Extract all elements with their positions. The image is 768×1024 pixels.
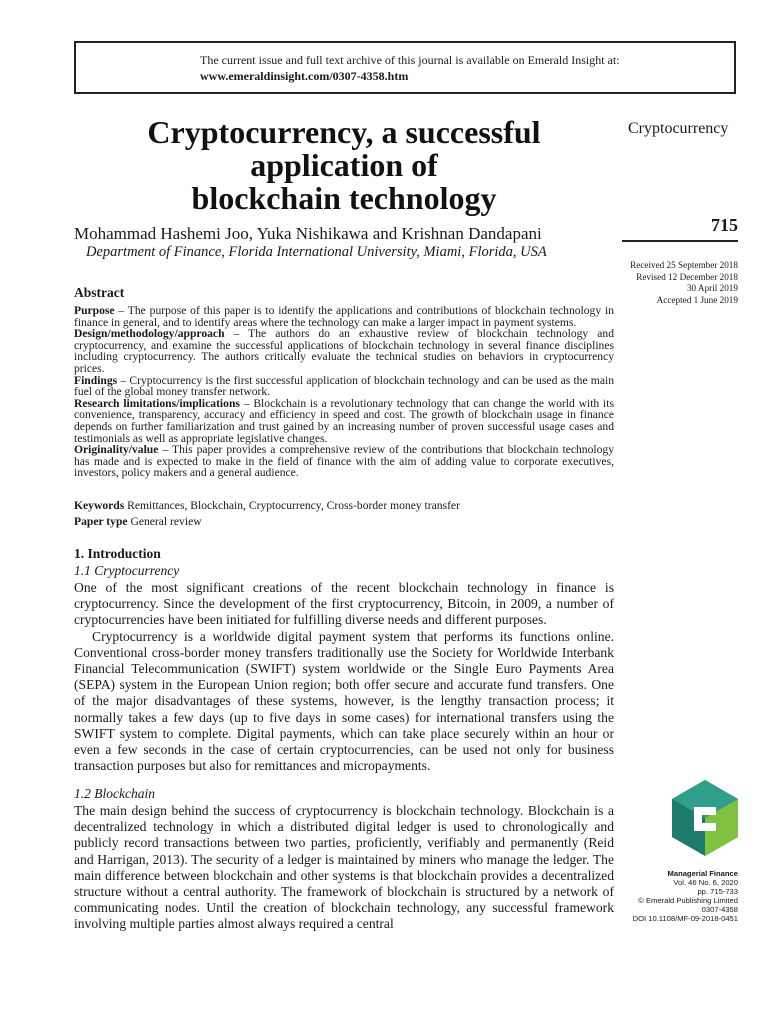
journal-url-link[interactable]: www.emeraldinsight.com/0307-4358.htm <box>200 69 409 83</box>
abstract-limitations <box>74 398 614 444</box>
findings-label: Findings <box>74 373 118 387</box>
orig-text: – This paper provides a comprehensive review of the contributions that blockchain technology has made and is expected to make in the field of finance with the aim of adding value to corporate executives, investors, policy makers and a general audience. <box>74 443 614 480</box>
design-text: – The authors do an exhaustive review of blockchain technology and cryptocurrency, and examine the successful applications of blockchain technology in several finance disciplines including cryptocurrency. The authors critically evaluate the technical studies on behaviors in cryptocurrency prices. <box>74 327 614 375</box>
abstract-heading: Abstract <box>74 285 125 300</box>
abstract-body <box>74 305 614 479</box>
emerald-logo-icon <box>672 780 738 856</box>
paper-type <box>74 515 202 528</box>
cryptocurrency-section-body <box>74 580 614 774</box>
limits-label: Research limitations/implications <box>74 396 240 410</box>
date-received: Received 25 September 2018 <box>630 260 738 270</box>
journal-publisher: © Emerald Publishing Limited <box>638 895 738 905</box>
abstract-design <box>74 328 614 374</box>
journal-volume: Vol. 46 No. 6, 2020 <box>673 877 738 887</box>
paper-type-text: General review <box>127 515 202 528</box>
date-accepted: Accepted 1 June 2019 <box>656 294 738 305</box>
received-dates <box>630 260 738 306</box>
keywords-text: Remittances, Blockchain, Cryptocurrency, Cross-border money transfer <box>124 499 460 512</box>
journal-pages: pp. 715-733 <box>697 886 738 896</box>
design-label: Design/methodology/approach <box>74 327 225 341</box>
blockchain-section-body <box>74 803 614 933</box>
findings-text: – Cryptocurrency is the first successful application of blockchain technology and can be used as the main fuel of the global money transfer network. <box>74 373 614 399</box>
paragraph: Cryptocurrency is a worldwide digital payment system that performs its functions online. Conventional cross-border money transfers traditionally use the Society for Worldwide Interbank Financial Telecommunication (SWIFT) system worldwide or the Single Euro Payments Area (SEPA) system in the European Union region; both offer secure and accurate fund transfers. One of the major disadvantages of these systems, however, is the lengthy transaction process; it normally takes a few days (up to five days in some cases) for international transfers using the SWIFT system to complete. Digital payments, which can take place securely within an hour or even a few seconds in the case of certain cryptocurrencies, can be used not only for business transaction purposes but also for remittances and micropayments. <box>74 628 614 774</box>
abstract-findings <box>74 375 614 398</box>
date-revised-1: Revised 12 December 2018 <box>636 271 738 282</box>
paragraph: One of the most significant creations of the recent blockchain technology in finance is cryptocurrency. Since the development of the first cryptocurrency, Bitcoin, in 2009, a number of cryptocurrencies have been initiated for fulfilling diverse needs and different purposes. <box>74 580 614 628</box>
journal-name: Managerial Finance <box>667 869 738 878</box>
running-head: Cryptocurrency <box>628 120 729 137</box>
date-revised-2: 30 April 2019 <box>686 283 738 293</box>
abstract-purpose <box>74 305 614 328</box>
paper-title <box>74 116 614 215</box>
journal-availability-box <box>74 41 736 94</box>
limits-text: – Blockchain is a revolutionary technology that can change the world with its convenience, transparency, accuracy and efficiency in speed and cost. The growth of blockchain usage in finance depends on further familiarization and trust gained by an increasing number of proven successful usage cases and testimonials as well as appropriate legislative changes. <box>74 396 614 445</box>
availability-text: The current issue and full text archive of this journal is available on Emerald Insight at: <box>200 53 620 67</box>
side-rule-divider <box>622 240 738 242</box>
paper-type-label: Paper type <box>74 515 128 528</box>
journal-doi[interactable]: DOI 10.1108/MF-09-2018-0451 <box>632 913 738 923</box>
purpose-text: – The purpose of this paper is to identify the applications and contributions of blockchain technology in finance in general, and to identify areas where the technology can make a larger impact in payment systems. <box>74 304 614 329</box>
affiliation: Department of Finance, Florida International University, Miami, Florida, USA <box>86 244 547 260</box>
title-line-1: Cryptocurrency, a successful <box>147 114 541 150</box>
abstract-originality <box>74 444 614 479</box>
subsection-heading-cryptocurrency: 1.1 Cryptocurrency <box>74 563 180 578</box>
title-line-3: blockchain technology <box>191 180 497 216</box>
purpose-label: Purpose <box>74 304 115 317</box>
journal-issn: 0307-4358 <box>701 904 738 914</box>
title-line-2: application of <box>250 147 438 183</box>
page-number: 715 <box>711 215 738 235</box>
keywords <box>74 499 460 512</box>
orig-label: Originality/value <box>74 443 159 457</box>
paragraph: The main design behind the success of cryptocurrency is blockchain technology. Blockchain is a decentralized technology in which a distributed digital ledger is used to chronologically and publicly record transactions between two parties, proficiently, verifiably and permanently (Reid and Harrigan, 2013). The security of a ledger is maintained by miners who manage the ledger. The main difference between blockchain and other systems is that blockchain provides a decentralized structure without a central authority. The framework of blockchain is structured by a network of communicating nodes. Until the creation of blockchain technology, any successful framework involving multiple parties almost always required a central <box>74 803 614 932</box>
subsection-heading-blockchain: 1.2 Blockchain <box>74 786 155 801</box>
author-list: Mohammad Hashemi Joo, Yuka Nishikawa and Krishnan Dandapani <box>74 224 542 243</box>
section-heading-introduction: 1. Introduction <box>74 546 161 561</box>
keywords-label: Keywords <box>74 499 125 512</box>
journal-citation-info <box>633 870 738 923</box>
